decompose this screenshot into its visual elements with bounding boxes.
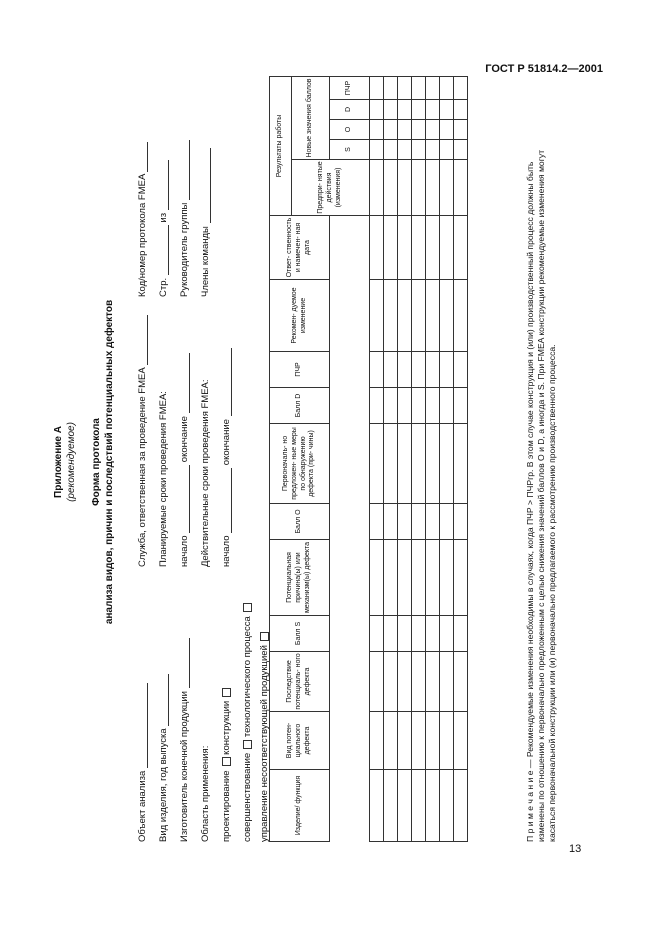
actual-end-input[interactable] (221, 348, 232, 416)
table-cell[interactable] (398, 540, 412, 616)
actual-start-input[interactable] (221, 468, 232, 533)
table-cell[interactable] (440, 280, 454, 352)
table-cell[interactable] (440, 352, 454, 388)
table-cell[interactable] (454, 100, 468, 120)
table-cell[interactable] (370, 616, 384, 652)
table-cell[interactable] (370, 712, 384, 770)
table-cell[interactable] (412, 652, 426, 712)
table-cell[interactable] (440, 616, 454, 652)
table-cell[interactable] (426, 280, 440, 352)
table-cell[interactable] (370, 100, 384, 120)
note-label: П р и м е ч а н и е (525, 770, 535, 842)
team-members-field: Члены команды (200, 149, 211, 298)
table-cell[interactable] (384, 100, 398, 120)
header-responsible: Ответ- ственность и намечен- ная дата (270, 216, 330, 280)
planned-dates-label: Планируемые сроки проведения FMEA: (158, 391, 169, 567)
header-actions: Предпри- нятые действия (изменения) (292, 160, 370, 216)
table-cell[interactable] (426, 120, 440, 140)
table-cell[interactable] (426, 140, 440, 160)
table-cell[interactable] (398, 504, 412, 540)
table-cell[interactable] (426, 652, 440, 712)
manufacturer-field: Изготовитель конечной продукции (179, 638, 190, 842)
table-row (412, 77, 426, 842)
table-cell[interactable] (412, 712, 426, 770)
table-cell[interactable] (398, 280, 412, 352)
table-cell[interactable] (370, 160, 384, 216)
table-cell[interactable] (412, 504, 426, 540)
table-cell[interactable] (370, 216, 384, 280)
table-cell[interactable] (398, 352, 412, 388)
header-new-o: O (330, 120, 370, 140)
page-input[interactable] (158, 225, 169, 275)
table-cell[interactable] (370, 77, 384, 100)
table-row (440, 77, 454, 842)
table-cell[interactable] (454, 160, 468, 216)
table-cell[interactable] (370, 120, 384, 140)
header-consequence: Последствие потенциаль- ного дефекта (270, 652, 330, 712)
table-cell[interactable] (426, 352, 440, 388)
table-cell[interactable] (398, 120, 412, 140)
table-cell[interactable] (454, 120, 468, 140)
table-cell[interactable] (384, 424, 398, 504)
product-type-field: Вид изделия, год выпуска (158, 674, 169, 842)
group-leader-field: Руководитель группы (179, 140, 190, 297)
table-cell[interactable] (440, 770, 454, 842)
page-field: Стр. из (158, 160, 169, 297)
table-cell[interactable] (370, 388, 384, 424)
team-members-input[interactable] (200, 149, 211, 224)
header-new-d: D (330, 100, 370, 120)
header-new-s: S (330, 140, 370, 160)
table-cell[interactable] (426, 616, 440, 652)
table-cell[interactable] (412, 540, 426, 616)
table-cell[interactable] (384, 77, 398, 100)
analysis-object-field: Объект анализа (137, 683, 148, 842)
table-cell[interactable] (384, 280, 398, 352)
table-cell[interactable] (398, 77, 412, 100)
construction-checkbox[interactable] (222, 688, 231, 697)
table-cell[interactable] (440, 100, 454, 120)
table-cell[interactable] (412, 352, 426, 388)
table-cell[interactable] (454, 712, 468, 770)
header-score-d: Балл D (270, 388, 330, 424)
table-cell[interactable] (412, 77, 426, 100)
table-cell[interactable] (412, 120, 426, 140)
table-cell[interactable] (454, 352, 468, 388)
form-title: Форма протокола (91, 418, 102, 506)
table-cell[interactable] (454, 504, 468, 540)
planned-start-input[interactable] (179, 465, 190, 533)
table-cell[interactable] (398, 616, 412, 652)
header-pchr: ПЧР (270, 352, 330, 388)
application-area-label: Область применения: (200, 745, 211, 842)
table-cell[interactable] (454, 216, 468, 280)
table-cell[interactable] (384, 216, 398, 280)
code-field: Код/номер протокола FMEA (137, 142, 148, 297)
nonconforming-option: управление несоответствующей продукцией (259, 632, 270, 842)
header-spacer (330, 216, 370, 842)
note (525, 142, 559, 842)
table-cell[interactable] (440, 504, 454, 540)
table-cell[interactable] (398, 770, 412, 842)
table-cell[interactable] (412, 100, 426, 120)
header-item: Изделие/ функция (270, 770, 330, 842)
table-cell[interactable] (412, 280, 426, 352)
table-cell[interactable] (370, 424, 384, 504)
table-row (370, 77, 384, 842)
table-cell[interactable] (370, 504, 384, 540)
table-cell[interactable] (412, 770, 426, 842)
table-cell[interactable] (398, 100, 412, 120)
table-cell[interactable] (384, 540, 398, 616)
table-cell[interactable] (454, 77, 468, 100)
table-cell[interactable] (412, 140, 426, 160)
table-cell[interactable] (398, 140, 412, 160)
table-cell[interactable] (412, 160, 426, 216)
table-cell[interactable] (384, 712, 398, 770)
analysis-object-input[interactable] (137, 683, 148, 768)
page-number: 13 (569, 843, 582, 855)
design-options: проектирование конструкции (221, 688, 232, 842)
table-cell[interactable] (370, 280, 384, 352)
note-text: — Рекомендуемые изменения необходимы в случаях, когда ПЧР > ПЧРгр. В этом случае конструкция и (или) производственный процесс должны быть изменены по отношению к первоначально предложенным с целью снижения значений баллов O и D, а иногда и S. При FMEA конструкции рекомендуемые изменения могут касаться первоначальной конструкции или (и) первоначально предлагаемого к рассмотрению производственного процесса. (525, 149, 558, 842)
table-cell[interactable] (426, 504, 440, 540)
actual-dates-label: Действительные сроки проведения FMEA: (200, 379, 211, 567)
technological-process-checkbox[interactable] (243, 603, 252, 612)
table-row (426, 77, 440, 842)
table-cell[interactable] (454, 424, 468, 504)
appendix-title: Приложение А (53, 426, 64, 498)
actual-dates-field: начало окончание (221, 348, 232, 567)
table-cell[interactable] (384, 352, 398, 388)
table-cell[interactable] (440, 160, 454, 216)
rotated-page-content (45, 62, 645, 862)
table-cell[interactable] (454, 616, 468, 652)
table-cell[interactable] (384, 770, 398, 842)
table-cell[interactable] (412, 424, 426, 504)
table-cell[interactable] (454, 770, 468, 842)
header-score-s: Балл S (270, 616, 330, 652)
header-new-pchr: ПЧР (330, 77, 370, 100)
table-cell[interactable] (370, 140, 384, 160)
table-cell[interactable] (384, 504, 398, 540)
table-cell[interactable] (412, 388, 426, 424)
table-cell[interactable] (384, 140, 398, 160)
table-cell[interactable] (440, 77, 454, 100)
table-cell[interactable] (426, 100, 440, 120)
table-cell[interactable] (454, 652, 468, 712)
header-new-scores: Новые значения баллов (292, 77, 330, 160)
table-cell[interactable] (440, 424, 454, 504)
header-recommended: Рекомен- дуемое изменение (270, 280, 330, 352)
improvement-options: совершенствование технологического процесса (242, 603, 253, 842)
header-results: Результаты работы (270, 77, 292, 216)
table-cell[interactable] (440, 652, 454, 712)
header-defect-type: Вид потен- циального дефекта (270, 712, 330, 770)
header-cause: Потенциальная причина(ы) или механизм(ы) дефекта (270, 540, 330, 616)
service-input[interactable] (137, 315, 148, 365)
table-cell[interactable] (440, 140, 454, 160)
table-cell[interactable] (384, 120, 398, 140)
table-cell[interactable] (398, 160, 412, 216)
planned-dates-field: начало окончание (179, 353, 190, 567)
table-cell[interactable] (440, 120, 454, 140)
table-cell[interactable] (454, 280, 468, 352)
nonconforming-checkbox[interactable] (260, 632, 269, 641)
header-detection: Первоначаль- но предложен- ные меры по обнаружению дефекта (при- чины) (270, 424, 330, 504)
table-cell[interactable] (440, 388, 454, 424)
table-row (454, 77, 468, 842)
table-row (398, 77, 412, 842)
table-cell[interactable] (426, 540, 440, 616)
table-cell[interactable] (426, 77, 440, 100)
form-subtitle: анализа видов, причин и последствий потенциальных дефектов (104, 299, 115, 625)
table-cell[interactable] (398, 216, 412, 280)
table-cell[interactable] (426, 770, 440, 842)
page-total-input[interactable] (158, 160, 169, 210)
table-cell[interactable] (440, 540, 454, 616)
table-cell[interactable] (426, 712, 440, 770)
standard-header: ГОСТ Р 51814.2—2001 (485, 63, 603, 75)
table-cell[interactable] (440, 216, 454, 280)
table-cell[interactable] (412, 216, 426, 280)
table-cell[interactable] (398, 424, 412, 504)
table-cell[interactable] (440, 712, 454, 770)
table-cell[interactable] (454, 388, 468, 424)
design-checkbox[interactable] (222, 757, 231, 766)
manufacturer-input[interactable] (179, 638, 190, 688)
table-cell[interactable] (454, 140, 468, 160)
table-cell[interactable] (454, 540, 468, 616)
planned-end-input[interactable] (179, 353, 190, 413)
table-cell[interactable] (426, 388, 440, 424)
table-cell[interactable] (426, 216, 440, 280)
service-field: Служба, ответственная за проведение FMEA (137, 315, 148, 567)
table-cell[interactable] (398, 652, 412, 712)
table-cell[interactable] (384, 652, 398, 712)
table-cell[interactable] (384, 616, 398, 652)
header-score-o: Балл O (270, 504, 330, 540)
table-cell[interactable] (426, 160, 440, 216)
appendix-status: (рекомендуемое) (66, 422, 77, 502)
table-cell[interactable] (398, 388, 412, 424)
table-cell[interactable] (370, 652, 384, 712)
product-type-input[interactable] (158, 674, 169, 726)
table-cell[interactable] (370, 352, 384, 388)
code-input[interactable] (137, 142, 148, 172)
fmea-table (269, 76, 468, 842)
table-cell[interactable] (398, 712, 412, 770)
table-cell[interactable] (370, 770, 384, 842)
table-cell[interactable] (370, 540, 384, 616)
table-cell[interactable] (384, 388, 398, 424)
group-leader-input[interactable] (179, 140, 190, 200)
table-cell[interactable] (412, 616, 426, 652)
improvement-checkbox[interactable] (243, 740, 252, 749)
table-cell[interactable] (384, 160, 398, 216)
table-row (384, 77, 398, 842)
table-cell[interactable] (426, 424, 440, 504)
